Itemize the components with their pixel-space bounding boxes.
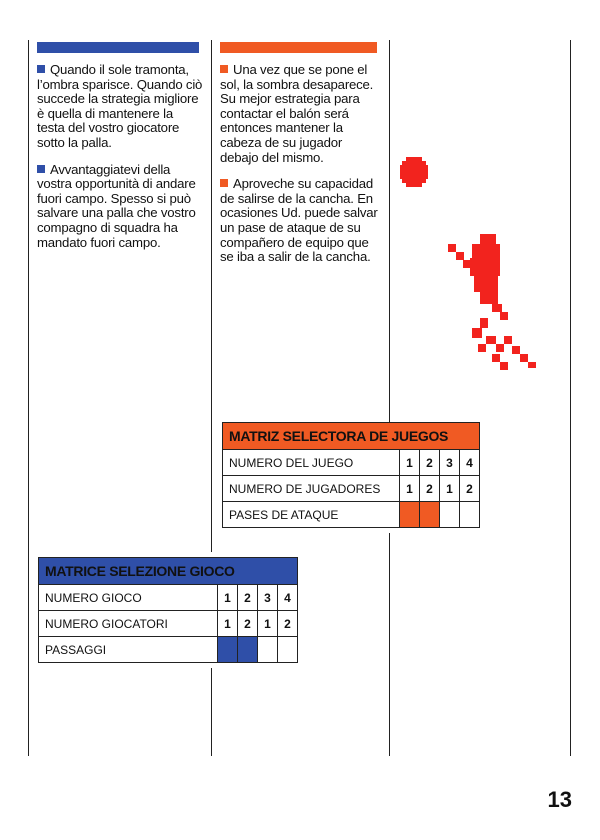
table-cell: 1 [400,476,420,502]
table-row [223,502,480,528]
row-label: NUMERO DE JUGADORES [223,476,400,502]
table-cell: 2 [238,585,258,611]
italian-matrix-title: MATRICE SELEZIONE GIOCO [39,558,298,585]
column-divider-left [28,40,29,756]
empty-cell [440,502,460,528]
table-cell: 2 [278,611,298,637]
spanish-paragraph-2: Aproveche su capacidad de salirse de la cancha. En ocasiones Ud. puede salvar un pase de ataque de su compañero de equipo que se iba a salir de la cancha. [220,176,378,265]
table-row [39,637,298,663]
table-row [39,611,298,637]
table-cell: 3 [258,585,278,611]
column-divider-far-right [570,40,571,756]
empty-cell [258,637,278,663]
spanish-paragraph-1: Una vez que se pone el sol, la sombra desaparece. Su mejor estrategia para contactar el balón será entonces mantener la cabeza de su jugador debajo del mismo. [220,62,374,165]
filled-cell [238,637,258,663]
table-cell: 2 [420,450,440,476]
table-cell: 2 [238,611,258,637]
italian-paragraph-2: Avvantaggiatevi della vostra opportunità di andare fuori campo. Spesso si può salvare una palla che vostro compagno di squadra ha mandato fuori campo. [37,161,196,250]
column-divider-middle-lower [211,668,212,756]
table-row [39,585,298,611]
bullet-square-icon [37,65,45,73]
table-cell: 3 [440,450,460,476]
row-label: NUMERO GIOCO [39,585,218,611]
table-cell: 1 [440,476,460,502]
table-cell: 1 [400,450,420,476]
filled-cell [400,502,420,528]
row-label: PASSAGGI [39,637,218,663]
table-row [223,450,480,476]
empty-cell [278,637,298,663]
bullet-square-icon [220,65,228,73]
row-label: PASES DE ATAQUE [223,502,400,528]
table-cell: 4 [460,450,480,476]
row-label: NUMERO DEL JUEGO [223,450,400,476]
spanish-matrix-title: MATRIZ SELECTORA DE JUEGOS [223,423,480,450]
spanish-header-bar [220,42,377,53]
page-number: 13 [547,787,572,812]
table-cell: 1 [218,611,238,637]
italian-paragraph-1: Quando il sole tramonta, l’ombra sparisce. Quando ciò succede la strategia migliore è quella di mantenere la testa del vostro giocatore sotto la palla. [37,62,203,150]
italian-text-column [37,63,203,262]
filled-cell [218,637,238,663]
italian-game-select-matrix [38,557,298,663]
table-cell: 4 [278,585,298,611]
table-row [223,476,480,502]
column-divider-middle [211,40,212,552]
filled-cell [420,502,440,528]
column-divider-right-lower [389,533,390,756]
table-cell: 2 [420,476,440,502]
bullet-square-icon [37,165,45,173]
table-cell: 1 [258,611,278,637]
spanish-game-select-matrix [222,422,480,528]
table-cell: 2 [460,476,480,502]
column-divider-right [389,40,390,422]
italian-header-bar [37,42,199,53]
row-label: NUMERO GIOCATORI [39,611,218,637]
empty-cell [460,502,480,528]
spanish-text-column [220,63,382,277]
table-cell: 1 [218,585,238,611]
bullet-square-icon [220,179,228,187]
